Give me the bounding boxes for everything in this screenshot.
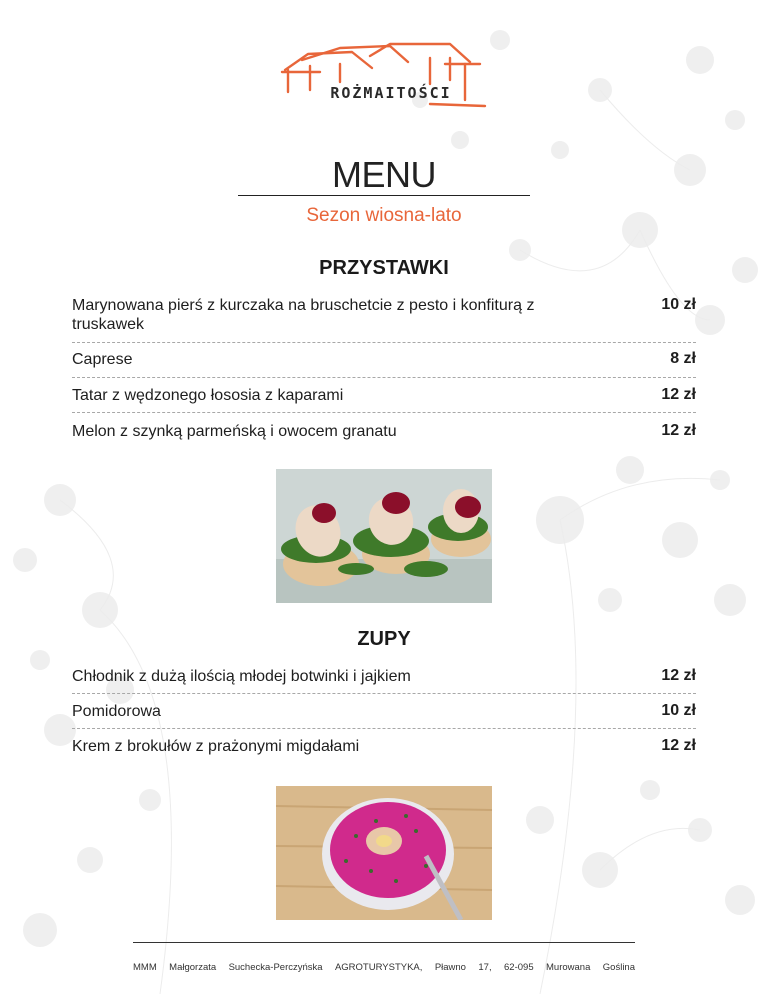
footer-word: 17, bbox=[478, 962, 492, 973]
menu-item-name: Krem z brokułów z prażonymi migdałami bbox=[72, 738, 360, 755]
menu-item-price: 8 zł bbox=[670, 350, 696, 367]
menu-item-price: 12 zł bbox=[661, 422, 696, 439]
menu-item-price: 12 zł bbox=[661, 667, 696, 684]
menu-item-price: 10 zł bbox=[661, 702, 696, 719]
footer-word: Małgorzata bbox=[169, 962, 217, 973]
logo-wordmark: ROŻMAITOŚCI bbox=[330, 84, 452, 102]
menu-item-name: Tatar z wędzonego łososia z kaparami bbox=[72, 387, 344, 404]
footer-word: MMM bbox=[133, 962, 157, 973]
dashed-separator bbox=[72, 412, 696, 413]
dashed-separator bbox=[72, 377, 696, 378]
footer-address bbox=[133, 962, 635, 973]
section-heading-przystawki: PRZYSTAWKI bbox=[319, 257, 449, 279]
footer-divider bbox=[133, 942, 635, 943]
footer-word: AGROTURYSTYKA, bbox=[334, 962, 423, 973]
section-heading-zupy: ZUPY bbox=[357, 628, 411, 650]
menu-item-name: Melon z szynką parmeńską i owocem granatu bbox=[72, 423, 397, 440]
season-subtitle: Sezon wiosna-lato bbox=[306, 205, 462, 226]
footer-word: Suchecka-Perczyńska bbox=[228, 962, 323, 973]
menu-item-name: Pomidorowa bbox=[72, 703, 161, 720]
dashed-separator bbox=[72, 728, 696, 729]
menu-item-price: 12 zł bbox=[661, 737, 696, 754]
dashed-separator bbox=[72, 693, 696, 694]
menu-item-name: Caprese bbox=[72, 351, 133, 368]
menu-item-price: 12 zł bbox=[661, 386, 696, 403]
title-divider bbox=[238, 195, 530, 196]
footer-word: 62-095 bbox=[504, 962, 534, 973]
logo bbox=[280, 40, 490, 112]
appetizer-photo bbox=[276, 469, 492, 603]
menu-item-name: Chłodnik z dużą ilością młodej botwinki i jajkiem bbox=[72, 668, 411, 685]
menu-item-price: 10 zł bbox=[661, 296, 696, 313]
menu-item-name: Marynowana pierś z kurczaka na bruschetcie z pesto i konfiturą z truskawek bbox=[72, 297, 535, 333]
footer-word: Goślina bbox=[602, 962, 635, 973]
footer-word: Murowana bbox=[546, 962, 591, 973]
dashed-separator bbox=[72, 342, 696, 343]
menu-title: MENU bbox=[332, 154, 436, 195]
footer-word: Pławno bbox=[434, 962, 466, 973]
soup-photo bbox=[276, 786, 492, 920]
